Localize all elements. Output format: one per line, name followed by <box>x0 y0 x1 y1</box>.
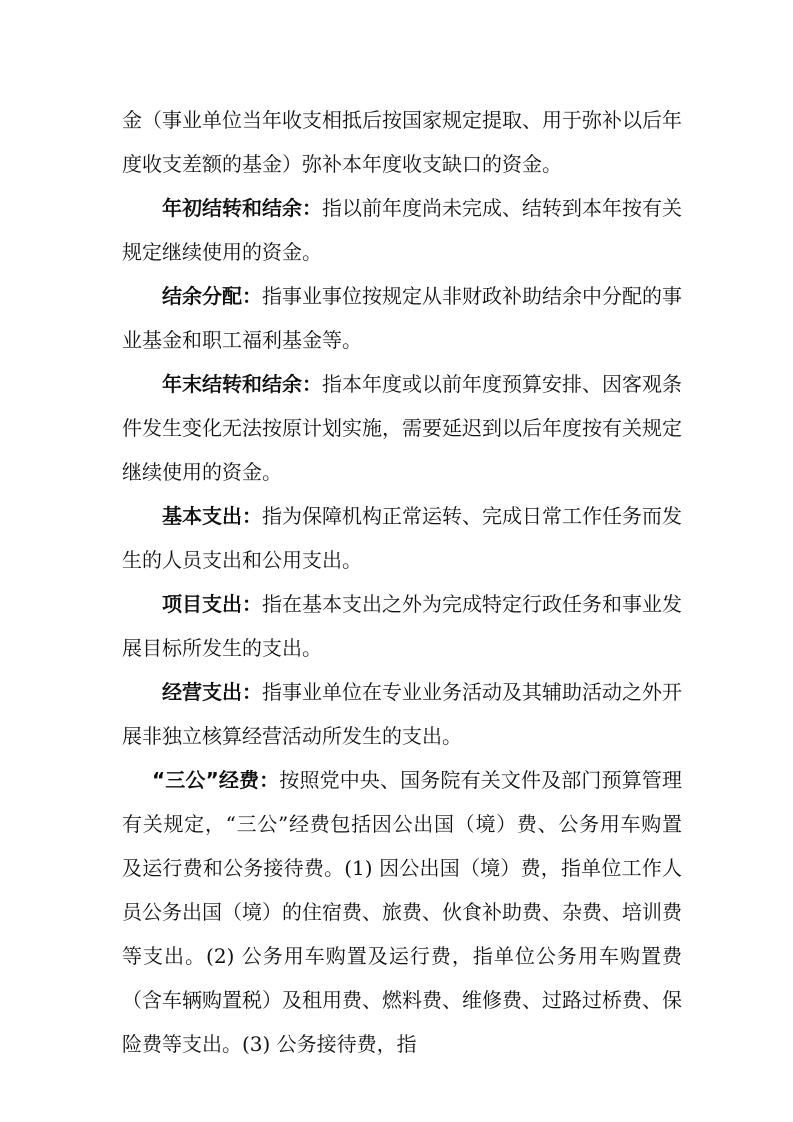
paragraph-basic-expenditure <box>122 494 682 582</box>
term-heading: 年初结转和结余： <box>162 196 322 220</box>
paragraph-carryover-end <box>122 362 682 494</box>
paragraph-operating-expenditure <box>122 670 682 758</box>
paragraph-text: 按照党中央、国务院有关文件及部门预算管理有关规定，“三公”经费包括因公出国（境）费、公务用车购置及运行费和公务接待费。(1) 因公出国（境）费，指单位工作人员公务出国（境）的住宿费、旅费、伙食补助费、杂费、培训费等支出。(2) 公务用车购置及运行费，指单位公务用车购置费（含车辆购置税）及租用费、燃料费、维修费、过路过桥费、保险费等支出。(3) 公务接待费，指 <box>122 768 683 1056</box>
paragraph-text: 金（事业单位当年收支相抵后按国家规定提取、用于弥补以后年度收支差额的基金）弥补本年度收支缺口的资金。 <box>122 108 682 176</box>
term-heading: 结余分配： <box>162 284 262 308</box>
term-heading: “三公”经费： <box>152 768 280 792</box>
paragraph-text: 指本年度或以前年度预算安排、因客观条件发生变化无法按原计划实施，需要延迟到以后年度按有关规定继续使用的资金。 <box>122 372 682 484</box>
term-heading: 基本支出： <box>162 504 262 528</box>
term-heading: 项目支出： <box>162 592 262 616</box>
paragraph-text: 指为保障机构正常运转、完成日常工作任务而发生的人员支出和公用支出。 <box>122 504 682 572</box>
paragraph-text: 指事业单位在专业业务活动及其辅助活动之外开展非独立核算经营活动所发生的支出。 <box>122 680 682 748</box>
paragraph-surplus-distribution <box>122 274 682 362</box>
paragraph-project-expenditure <box>122 582 682 670</box>
paragraph-text: 指事业事位按规定从非财政补助结余中分配的事业基金和职工福利基金等。 <box>122 284 682 352</box>
document-body <box>122 98 682 1066</box>
paragraph-three-public-expenses <box>122 758 682 1066</box>
paragraph-carryover-beginning <box>122 186 682 274</box>
term-heading: 经营支出： <box>162 680 262 704</box>
paragraph-text: 指以前年度尚未完成、结转到本年按有关规定继续使用的资金。 <box>122 196 682 264</box>
paragraph-continuation <box>122 98 682 186</box>
term-heading: 年末结转和结余： <box>162 372 322 396</box>
paragraph-text: 指在基本支出之外为完成特定行政任务和事业发展目标所发生的支出。 <box>122 592 682 660</box>
